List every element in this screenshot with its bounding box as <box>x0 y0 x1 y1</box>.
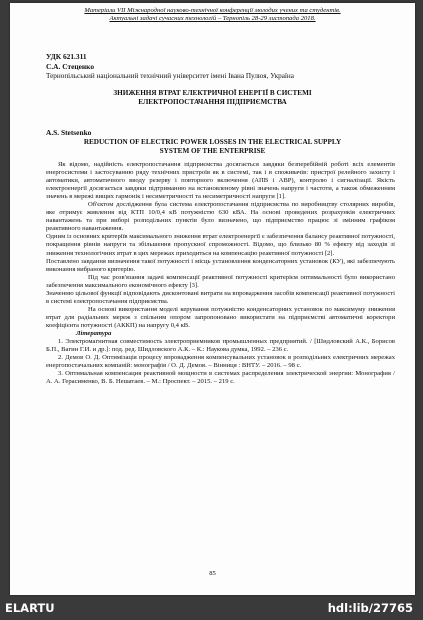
title-ukrainian <box>50 89 375 107</box>
document-page <box>10 3 415 595</box>
paragraph: Як відомо, надійність електропостачання підприємства досягається завдяки безперебійній роботі всіх елементів енергосистеми і застосуванню ряду технічних пристроїв як в системі, так і в споживачів: пристрої релейного захисту і автоматики, автоматичного вводу резерву і повторного включення (АПВ і АВР), контролю і сигналізації. Якість електроенергії досягається завдяки підтриманню на встановленому рівні значень напруги і частоти, а також обмеженням значень в мережі вищих гармонік і несиметричності та несиметричності напруги [1]. <box>46 161 395 201</box>
paragraph: Об'єктом дослідження була система електропостачання підприємства по виробництву столярних виробів, яке отримує живлення від КТП 10/0,4 кВ потужністю 630 кВА. На основі проведених розрахунків електричних навантажень та при виборі розподільних пунктів було визначено, що підприємство працює зі змінним графіком реактивного навантаження. <box>46 201 395 233</box>
literature-heading: Література <box>76 329 112 337</box>
reference-item: 1. Электромагнитная совместимость электроприемников промышленных предприятий. / [Шидловский А.К., Борисов Б.П., Вагин Г.И. и др.]: под. ред. Шидловского А.К. – К.: Наукова думка, 1992. – 236 с. <box>46 338 395 354</box>
affiliation: Тернопільський національний технічний університет імені Івана Пулюя, Україна <box>46 72 294 80</box>
author-name-en: A.S. Stetsenko <box>46 128 92 137</box>
title-en-line-2: SYSTEM OF THE ENTERPRISE <box>159 147 266 155</box>
header-line-1: Матеріали VII Міжнародної науково-технічної конференції молодих учених та студентів. <box>84 7 341 14</box>
page-number: 85 <box>209 570 216 577</box>
title-en-line-1: REDUCTION OF ELECTRIC POWER LOSSES IN THE ELECTRICAL SUPPLY <box>83 138 342 146</box>
paragraph: Поставлено завдання визначення такої потужності і місць установлення конденсаторних установок (КУ), які забезпечують виконання вибраного критерію. <box>46 257 395 273</box>
author-name-uk: С.А. Стеценко <box>46 62 95 71</box>
paragraph: Одним із основних критеріїв максимального зниження втрат електроенергії є забезпечення балансу реактивної потужності, покращення рівнів напруги та збільшення пропускної спроможності. Відомо, що близько 80 % ефекту від заходів зі зниження технологічних втрат в цих мережах приходиться на компенсацію реактивної потужності [2]. <box>46 233 395 257</box>
running-header <box>10 7 415 23</box>
repository-name: ELARTU <box>5 601 55 615</box>
handle-link[interactable]: hdl:lib/27765 <box>327 601 413 615</box>
title-uk-line-1: ЗНИЖЕННЯ ВТРАТ ЕЛЕКТРИЧНОЇ ЕНЕРГІЇ В СИСТЕМІ <box>113 89 312 97</box>
paragraph: Під час розв'язання задачі компенсації реактивної потужності критерієм оптимальності було використано забезпечення максимального економічного ефекту [3]. <box>46 273 395 289</box>
repository-footer <box>0 596 423 620</box>
paragraph: Значенню цільової функції відповідають дисконтовані витрати на впровадження засобів компенсації реактивної потужності в системі електропостачання підприємства. <box>46 289 395 305</box>
paragraph: На основі використання моделі керування потужністю конденсаторних установок по максимуму зниження втрат для радіальних мереж з спільним опором запропоновано використати на підприємстві автоматичні коректори коефіцієнта потужності (АККП) на напругу 0,4 кВ. <box>46 305 395 329</box>
reference-item: 3. Оптимальная компенсация реактивной мощности в системах распределения электрической энергии: Монография / А. А. Герасименко, В. Б. Нешатаев. – М.: Проспект. – 2015. – 219 с. <box>46 370 395 386</box>
article-body <box>46 161 395 386</box>
reference-item: 2. Демов О. Д. Оптимізація процесу впровадження компенсувальних установок в розподільних електричних мережах енергопостачальних компаній: монографія / О. Д. Демов. – Вінниця : ВНТУ. – 2016. – 98 с. <box>46 354 395 370</box>
udc-code: УДК 621.311 <box>46 52 87 61</box>
title-uk-line-2: ЕЛЕКТРОПОСТАЧАННЯ ПІДПРИЄМСТВА <box>138 98 287 106</box>
title-english <box>50 138 375 156</box>
header-line-2: Актуальні задачі сучасних технологій – Тернопіль 28-29 листопада 2018. <box>109 15 316 22</box>
